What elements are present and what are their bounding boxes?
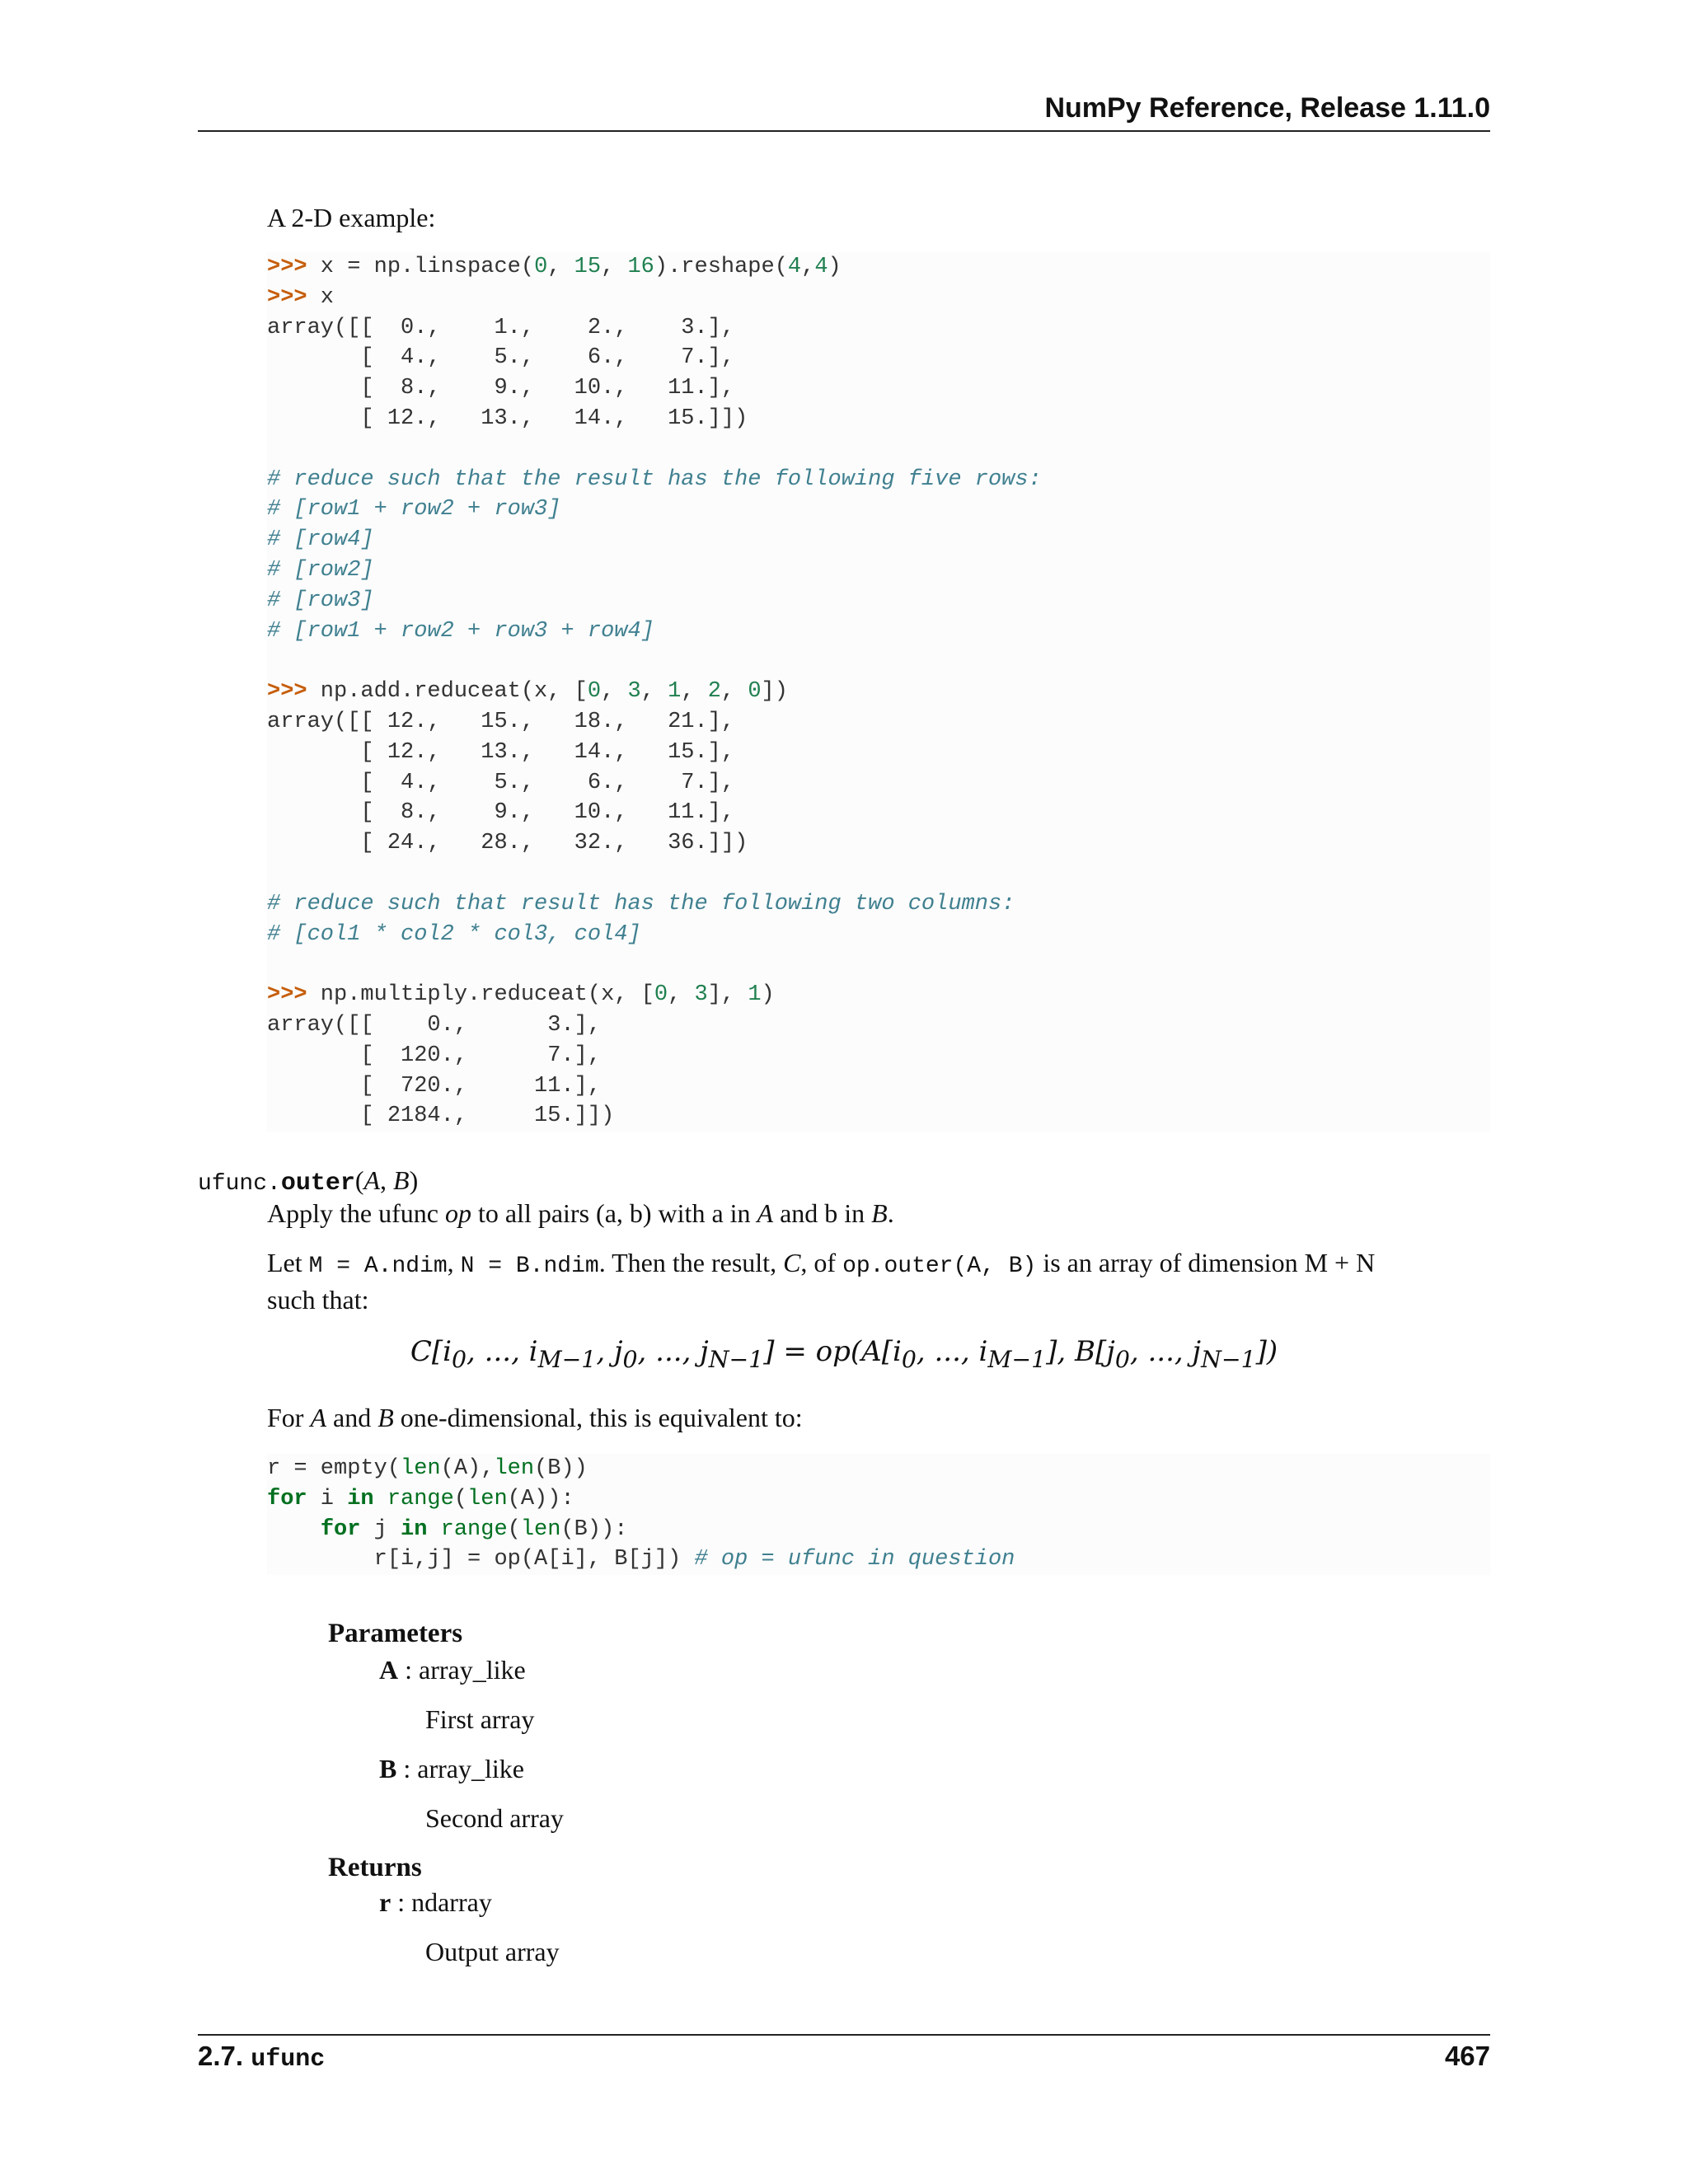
footer-section-name: ufunc — [251, 2046, 326, 2074]
code-text: [ 2184., 15.]]) — [267, 1104, 615, 1129]
code-builtin: len — [494, 1456, 535, 1481]
code-text: x — [307, 284, 335, 310]
code-text: (A), — [440, 1456, 495, 1481]
signature-arg-a: A — [363, 1165, 381, 1195]
code-comment: # [row4] — [267, 527, 374, 553]
code-line — [267, 768, 1490, 799]
code-builtin: len — [467, 1486, 508, 1511]
code-builtin: len — [520, 1516, 561, 1542]
code-text: [ 12., 13., 14., 15.]]) — [267, 405, 748, 431]
code-comment: # [row2] — [267, 557, 374, 583]
code-text: [ 8., 9., 10., 11.], — [267, 800, 735, 826]
code-line — [267, 343, 1490, 373]
code-line — [267, 646, 1490, 677]
parameters-heading: Parameters — [328, 1619, 463, 1648]
code-line — [267, 1484, 1490, 1515]
code-text: ) — [828, 255, 842, 279]
desc2-c: C — [783, 1248, 801, 1277]
code-line — [267, 555, 1490, 586]
code-number: 0 — [534, 255, 548, 279]
code-text: , — [601, 679, 628, 705]
param-b-name: B — [379, 1754, 397, 1783]
code-text: (A)): — [507, 1486, 574, 1511]
desc3-b: B — [377, 1403, 394, 1432]
header-divider — [198, 130, 1490, 132]
code-line — [267, 283, 1490, 313]
code-line — [267, 738, 1490, 768]
signature-close: ) — [409, 1165, 419, 1195]
code-comment: # [row3] — [267, 588, 374, 613]
code-text: [ 4., 5., 6., 7.], — [267, 770, 735, 795]
param-a-type: array_like — [419, 1655, 526, 1685]
code-text: i — [307, 1486, 348, 1511]
desc2-text: is an array of dimension M + N — [1036, 1248, 1376, 1277]
code-line — [267, 1454, 1490, 1484]
code-text: [ 4., 5., 6., 7.], — [267, 345, 735, 371]
code-number: 16 — [627, 255, 654, 279]
code-builtin: len — [401, 1456, 441, 1481]
code-text: [ 24., 28., 32., 36.]]) — [267, 831, 748, 856]
code-line — [267, 980, 1490, 1010]
desc2-code-n: N = B.ndim — [460, 1254, 599, 1279]
code-text — [267, 1517, 321, 1542]
code-line — [267, 313, 1490, 344]
code-example-reduceat — [267, 252, 1490, 1132]
code-number: 0 — [748, 679, 762, 705]
code-text: , — [720, 679, 748, 705]
code-number: 0 — [587, 679, 602, 705]
code-comment: # [row1 + row2 + row3 + row4] — [267, 618, 654, 644]
signature-arg-b: B — [393, 1165, 410, 1195]
code-comment: # [col1 * col2 * col3, col4] — [267, 921, 641, 947]
code-text: array([[ 0., 3.], — [267, 1012, 602, 1038]
code-text: array([[ 0., 1., 2., 3.], — [267, 315, 735, 340]
param-b-type: array_like — [417, 1754, 524, 1783]
param-b-description: Second array — [425, 1803, 564, 1833]
code-number: 2 — [707, 679, 721, 705]
code-number: 3 — [694, 982, 708, 1008]
code-line — [267, 465, 1490, 495]
desc1-text: Apply the ufunc — [267, 1198, 445, 1228]
signature-sep: , — [380, 1165, 394, 1195]
code-prompt: >>> — [267, 284, 307, 310]
code-line — [267, 434, 1490, 465]
return-r-description: Output array — [425, 1937, 560, 1966]
code-text: ( — [453, 1486, 468, 1511]
desc1-text: . — [887, 1198, 894, 1228]
returns-heading: Returns — [328, 1853, 422, 1882]
code-text: r[i,j] = op(A[i], B[j]) — [267, 1547, 695, 1572]
code-line — [267, 1101, 1490, 1132]
code-builtin: range — [387, 1486, 454, 1511]
code-keyword: for — [267, 1486, 307, 1511]
return-r-type: ndarray — [411, 1887, 492, 1917]
param-a-line — [379, 1653, 526, 1686]
code-line — [267, 949, 1490, 980]
code-line — [267, 586, 1490, 616]
code-text — [374, 1487, 387, 1511]
desc3-text: For — [267, 1403, 311, 1432]
desc2-text: Let — [267, 1248, 309, 1277]
code-text: (B)) — [534, 1456, 588, 1481]
code-line — [267, 798, 1490, 828]
desc2-code-m: M = A.ndim — [308, 1254, 448, 1279]
desc2-text: . Then the result, — [598, 1248, 784, 1277]
code-text: array([[ 12., 15., 18., 21.], — [267, 709, 735, 734]
code-line — [267, 525, 1490, 555]
code-text: (B)): — [560, 1516, 628, 1542]
desc2-code-outer: op.outer(A, B) — [842, 1254, 1037, 1279]
code-text: ]) — [761, 679, 788, 705]
param-a-sep: : — [398, 1655, 419, 1685]
code-number: 3 — [627, 679, 641, 705]
code-keyword: for — [320, 1516, 361, 1542]
return-r-sep: : — [391, 1887, 412, 1917]
formula-content: $C[i_0$, ..., $i_{M-1}$, $j_0$, ..., $j_{N-1}] = op(A[i_0$, ..., $i_{M-1}$], $B[j_0$, ..., $j_{N-1}$]) — [410, 1335, 1278, 1373]
code-number: 1 — [668, 679, 682, 705]
return-r-line — [379, 1886, 492, 1919]
code-keyword: in — [401, 1516, 428, 1542]
code-prompt: >>> — [267, 679, 307, 705]
code-line — [267, 252, 1490, 283]
desc1-a: A — [757, 1198, 774, 1228]
code-equivalent-loop — [267, 1454, 1490, 1575]
signature-open: ( — [354, 1165, 364, 1195]
code-comment: # [row1 + row2 + row3] — [267, 497, 561, 523]
code-number: 4 — [814, 255, 828, 279]
code-text: [ 12., 13., 14., 15.], — [267, 739, 735, 765]
code-line — [267, 494, 1490, 525]
code-text: np.add.reduceat(x, [ — [307, 679, 588, 705]
code-number: 15 — [574, 255, 602, 279]
desc1-text: and b in — [773, 1198, 872, 1228]
signature-name: outer — [280, 1169, 355, 1197]
code-text: ], — [707, 982, 748, 1008]
code-line — [267, 707, 1490, 738]
code-number: 4 — [787, 255, 802, 279]
description-paragraph-2 — [267, 1246, 1493, 1316]
code-line — [267, 1544, 1490, 1575]
footer-section — [198, 2041, 325, 2074]
code-text: ) — [761, 982, 775, 1008]
code-text: , — [547, 255, 574, 279]
description-line-3 — [267, 1401, 803, 1434]
code-line — [267, 859, 1490, 889]
running-header-title: NumPy Reference, Release 1.11.0 — [1044, 92, 1490, 124]
method-signature — [198, 1164, 418, 1201]
code-text: j — [360, 1516, 401, 1542]
param-b-sep: : — [396, 1754, 418, 1783]
code-text: ( — [507, 1516, 521, 1542]
desc1-text: to all pairs (a, b) with a in — [471, 1198, 757, 1228]
code-line — [267, 1010, 1490, 1041]
code-line — [267, 404, 1490, 434]
desc2-text: , of — [800, 1248, 843, 1277]
code-builtin: range — [440, 1516, 508, 1542]
outer-product-formula — [0, 1335, 1688, 1373]
code-line — [267, 1071, 1490, 1102]
code-line — [267, 616, 1490, 647]
code-prompt: >>> — [267, 255, 307, 279]
code-number: 1 — [748, 982, 762, 1008]
code-prompt: >>> — [267, 982, 307, 1008]
footer-section-number: 2.7. — [198, 2041, 244, 2071]
desc3-text: one-dimensional, this is equivalent to: — [393, 1403, 803, 1432]
code-comment: # op = ufunc in question — [694, 1547, 1015, 1572]
return-r-name: r — [379, 1887, 392, 1917]
code-text — [427, 1517, 440, 1542]
code-text: , — [601, 255, 628, 279]
page-number: 467 — [1444, 2041, 1490, 2071]
code-text: r = empty( — [267, 1456, 401, 1481]
code-text: [ 120., 7.], — [267, 1043, 602, 1068]
desc1-op: op — [444, 1198, 471, 1228]
code-text: , — [640, 679, 668, 705]
param-b-line — [379, 1752, 524, 1785]
code-line — [267, 1515, 1490, 1545]
code-comment: # reduce such that the result has the following five rows: — [267, 466, 1042, 492]
code-line — [267, 373, 1490, 404]
desc3-text: and — [326, 1403, 378, 1432]
code-line — [267, 1041, 1490, 1071]
desc2-continuation: such that: — [267, 1285, 369, 1315]
code-text: [ 720., 11.], — [267, 1073, 602, 1099]
code-text: [ 8., 9., 10., 11.], — [267, 376, 735, 401]
code-line — [267, 889, 1490, 920]
code-text: x = np.linspace( — [307, 255, 535, 279]
code-line — [267, 920, 1490, 950]
code-comment: # reduce such that result has the following two columns: — [267, 891, 1015, 916]
code-line — [267, 677, 1490, 707]
desc3-a: A — [310, 1403, 326, 1432]
param-a-name: A — [379, 1655, 399, 1685]
code-text: ).reshape( — [654, 255, 788, 279]
signature-prefix: ufunc. — [198, 1171, 281, 1197]
code-text: , — [681, 679, 708, 705]
footer-divider — [198, 2034, 1490, 2036]
description-line-1 — [267, 1197, 894, 1230]
desc1-b: B — [871, 1198, 888, 1228]
code-keyword: in — [347, 1486, 374, 1511]
code-number: 0 — [654, 982, 668, 1008]
code-text: np.multiply.reduceat(x, [ — [307, 982, 654, 1008]
code-text: , — [668, 982, 695, 1008]
code-text: , — [801, 255, 815, 279]
desc2-text: , — [447, 1248, 461, 1277]
example-intro: A 2-D example: — [267, 203, 436, 232]
code-line — [267, 828, 1490, 859]
param-a-description: First array — [425, 1704, 535, 1734]
